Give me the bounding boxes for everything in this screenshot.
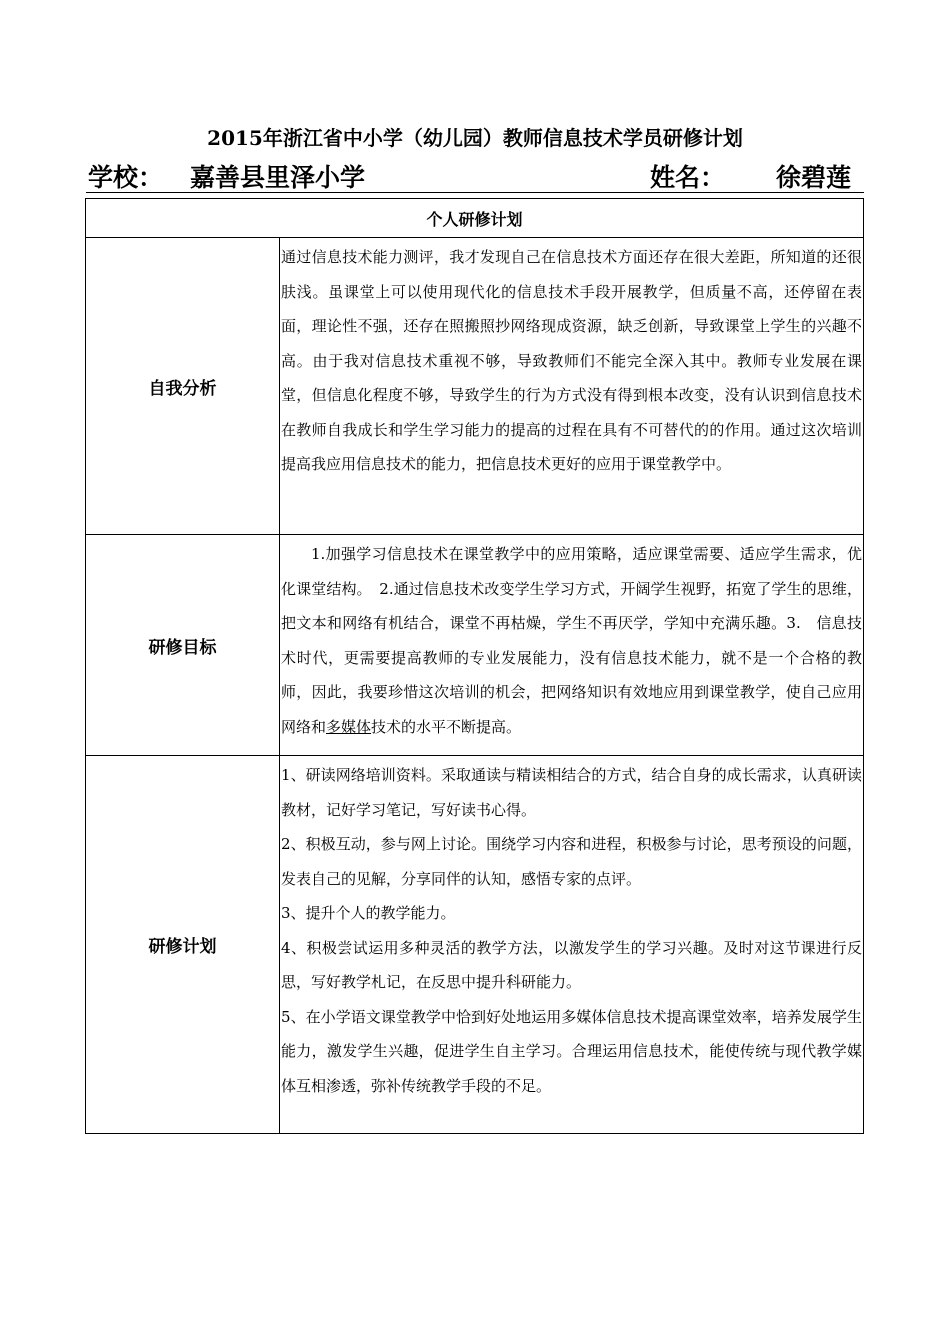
row-label-study-goals: 研修目标 — [86, 535, 280, 756]
self-analysis-paragraph: 通过信息技术能力测评，我才发现自己在信息技术方面还存在很大差距，所知道的还很肤浅。虽课堂上可以使用现代化的信息技术手段开展教学，但质量不高，还停留在表面，理论性不强，还存在照搬照抄网络现成资源，缺乏创新，导致课堂上学生的兴趣不高。由于我对信息技术重视不够，导致教师们不能完全深入其中。教师专业发展在课堂，但信息化程度不够，导致学生的行为方式没有得到根本改变，没有认识到信息技术在教师自我成长和学生学习能力的提高的过程在具有不可替代的的作用。通过这次培训提高我应用信息技术的能力，把信息技术更好的应用于课堂教学中。 — [281, 248, 862, 473]
document-title: 2015年浙江省中小学（幼儿园）教师信息技术学员研修计划 — [207, 126, 743, 150]
plan-item-5: 5、在小学语文课堂教学中恰到好处地运用多媒体信息技术提高课堂效率，培养发展学生能力，激发学生兴趣，促进学生自主学习。合理运用信息技术，能使传统与现代教学媒体互相渗透，弥补传统教学手段的不足。 — [281, 1007, 862, 1095]
study-plan-table — [85, 198, 864, 1134]
study-goals-paragraph — [281, 537, 862, 744]
study-goals-text — [280, 535, 864, 756]
goals-underlined-term: 多媒体 — [326, 717, 372, 736]
name-value: 徐碧莲 — [776, 163, 852, 192]
plan-item-4: 4、积极尝试运用多种灵活的教学方法，以激发学生的学习兴趣。及时对这节课进行反思，写好教学札记，在反思中提升科研能力。 — [281, 938, 862, 991]
plan-item-3: 3、提升个人的教学能力。 — [281, 904, 456, 922]
plan-item-2: 2、积极互动，参与网上讨论。围绕学习内容和进程，积极参与讨论，思考预设的问题，发表自己的见解，分享同伴的认知，感悟专家的点评。 — [281, 835, 862, 888]
row-label-study-plan: 研修计划 — [86, 756, 280, 1134]
goals-text-part: 技术的水平不断提高。 — [371, 717, 522, 736]
school-value: 嘉善县里泽小学 — [190, 163, 366, 192]
table-row — [86, 238, 864, 535]
table-row — [86, 535, 864, 756]
study-plan-text — [280, 756, 864, 1134]
table-row — [86, 756, 864, 1134]
row-label-self-analysis: 自我分析 — [86, 238, 280, 535]
table-heading-row — [86, 199, 864, 238]
header-info-line — [86, 154, 864, 193]
goals-text-part: 1.加强学习信息技术在课堂教学中的应用策略，适应课堂需要、适应学生需求，优化课堂结构。 2.通过信息技术改变学生学习方式，开阔学生视野，拓宽了学生的思维，把文本和网络有机结合，课堂不再枯燥，学生不再厌学，学知中充满乐趣。3. 信息技术时代，更需要提高教师的专业发展能力，没有信息技术能力，就不是一个合格的教师，因此，我要珍惜这次培训的机会，把网络知识有效地应用到课堂教学，使自己应用网络和 — [281, 545, 862, 736]
self-analysis-text — [280, 238, 864, 535]
table-heading: 个人研修计划 — [86, 199, 864, 238]
plan-item-1: 1、研读网络培训资料。采取通读与精读相结合的方式，结合自身的成长需求，认真研读教材，记好学习笔记，写好读书心得。 — [281, 766, 862, 819]
school-label: 学校： — [88, 163, 164, 192]
name-label: 姓名： — [650, 163, 726, 192]
